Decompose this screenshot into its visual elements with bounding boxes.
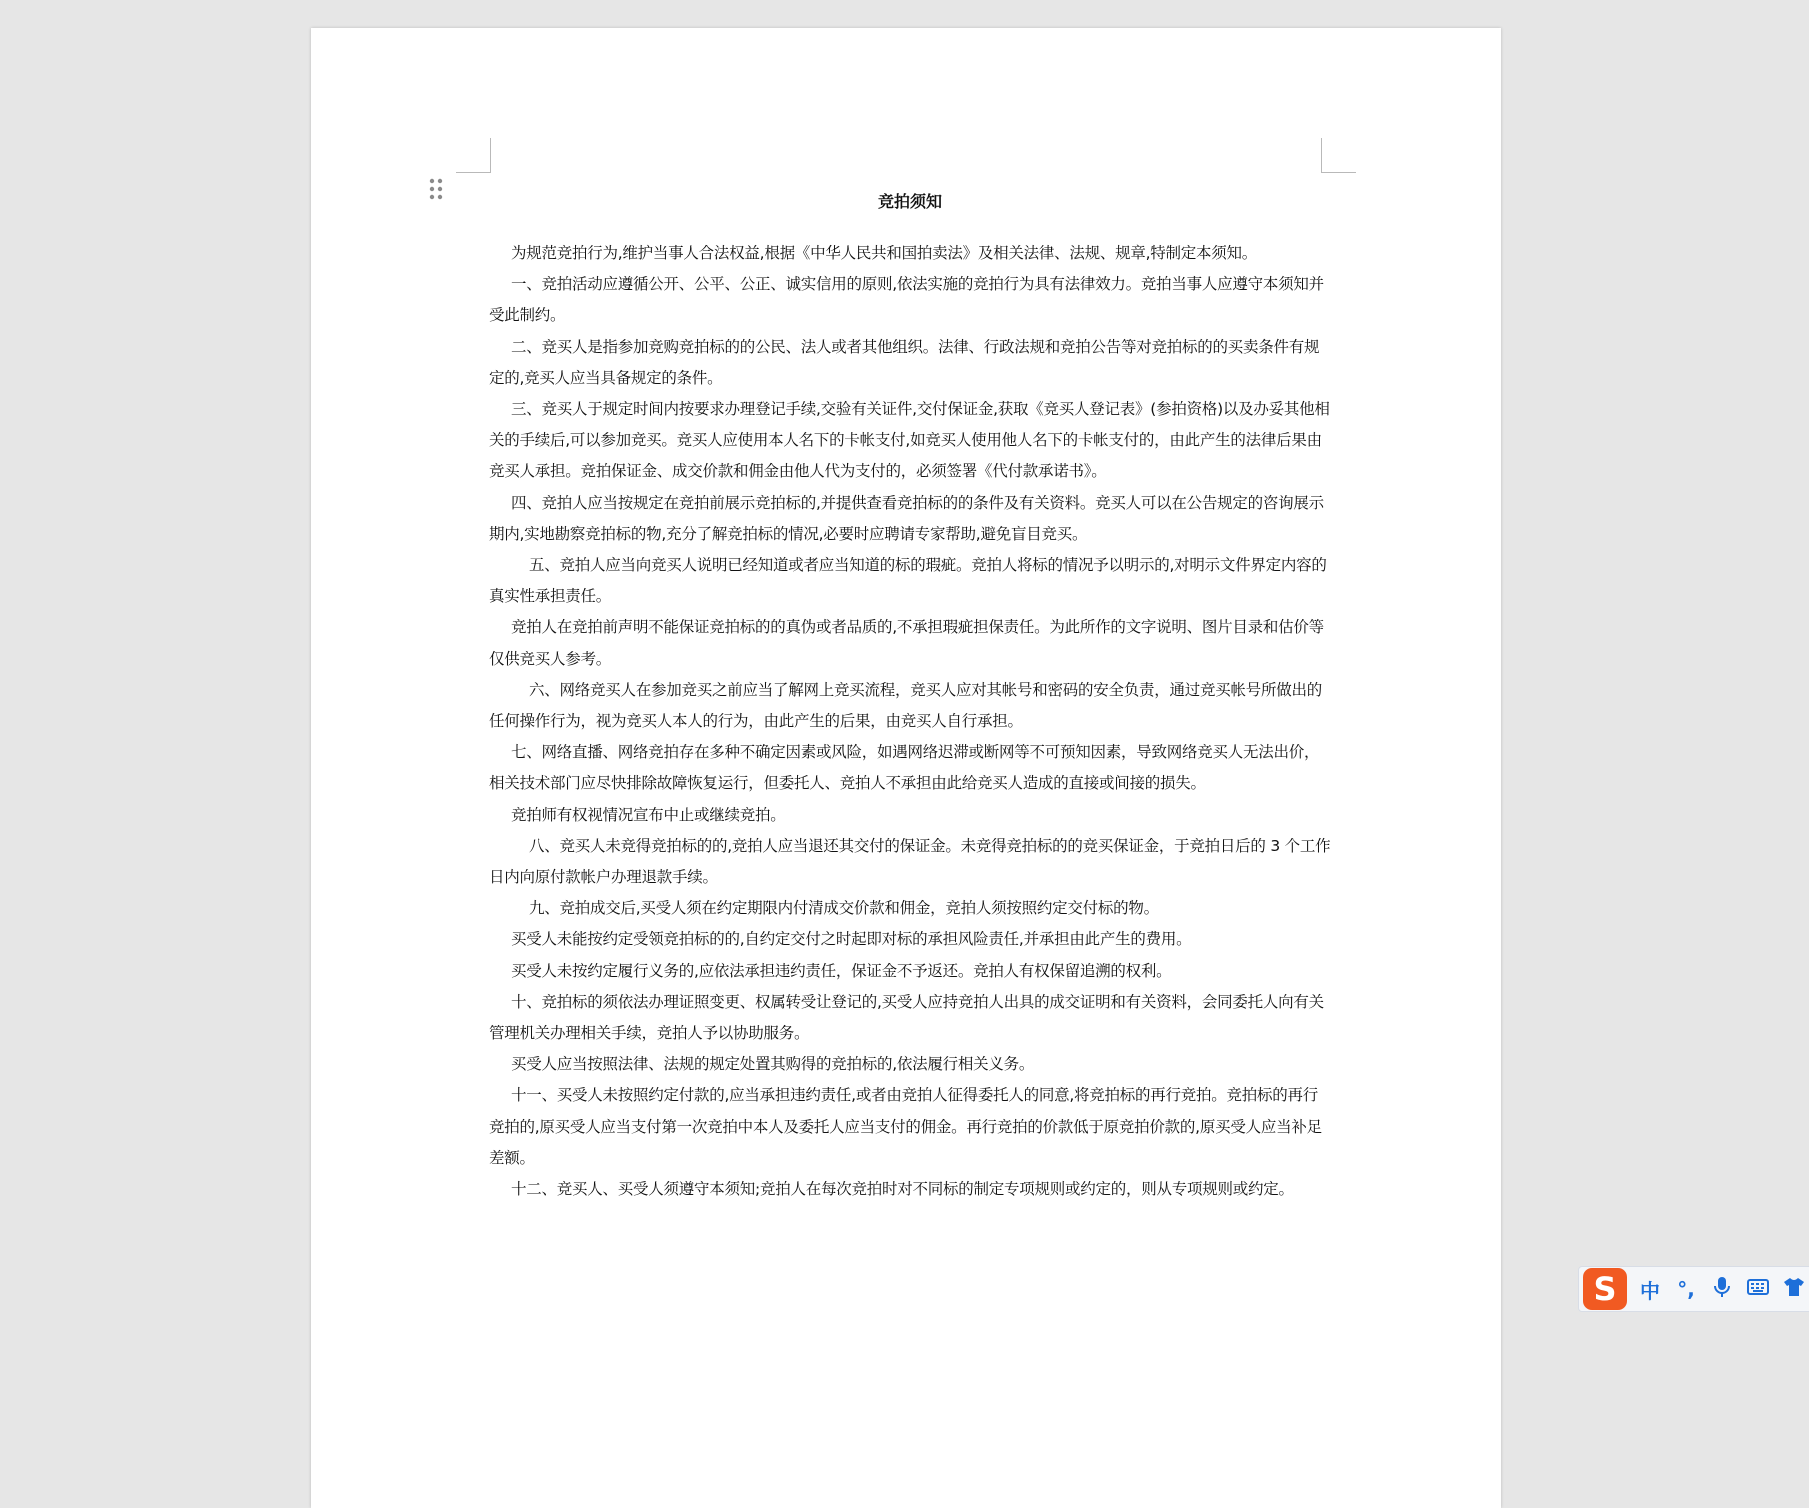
paragraph: 二、竞买人是指参加竞购竞拍标的的公民、法人或者其他组织。法律、行政法规和竞拍公告等对竞拍标的的买卖条件有规定的,竞买人应当具备规定的条件。: [489, 337, 1320, 387]
paragraph: 买受人未能按约定受领竞拍标的的,自约定交付之时起即对标的承担风险责任,并承担由此产生的费用。: [511, 930, 1192, 949]
document-content[interactable]: [489, 188, 1331, 1205]
paragraph: 九、竞拍成交后,买受人须在约定期限内付清成交价款和佣金，竞拍人须按照约定交付标的物。: [529, 899, 1159, 918]
paragraph: 七、网络直播、网络竞拍存在多种不确定因素或风险，如遇网络迟滞或断网等不可预知因素，导致网络竞买人无法出价，相关技术部门应尽快排除故障恢复运行，但委托人、竞拍人不承担由此给竞买人造成的直接或间接的损失。: [489, 743, 1320, 793]
paragraph: 六、网络竞买人在参加竞买之前应当了解网上竞买流程，竞买人应对其帐号和密码的安全负责，通过竞买帐号所做出的任何操作行为，视为竞买人本人的行为，由此产生的后果，由竞买人自行承担。: [489, 680, 1323, 731]
paragraph: 买受人应当按照法律、法规的规定处置其购得的竞拍标的,依法履行相关义务。: [511, 1055, 1035, 1074]
paragraph: 竞拍师有权视情况宣布中止或继续竞拍。: [511, 805, 786, 824]
ime-punctuation-toggle[interactable]: °,: [1677, 1277, 1695, 1301]
sogou-logo-icon[interactable]: S: [1583, 1268, 1627, 1310]
document-page: [311, 28, 1501, 1508]
paragraph: 十一、买受人未按照约定付款的,应当承担违约责任,或者由竞拍人征得委托人的同意,将竞拍标的再行竞拍。竞拍标的再行竞拍的,原买受人应当支付第一次竞拍中本人及委托人应当支付的佣金。再行竞拍的价款低于原竞拍价款的,原买受人应当补足差额。: [489, 1086, 1322, 1167]
paragraph: 四、竞拍人应当按规定在竞拍前展示竞拍标的,并提供查看竞拍标的的条件及有关资料。竞买人可以在公告规定的咨询展示期内,实地勘察竞拍标的物,充分了解竞拍标的情况,必要时应聘请专家帮助,避免盲目竞买。: [489, 493, 1324, 543]
ime-toolbar[interactable]: [1578, 1266, 1809, 1312]
paragraph: 三、竞买人于规定时间内按要求办理登记手续,交验有关证件,交付保证金,获取《竞买人登记表》(参拍资格)以及办妥其他相关的手续后,可以参加竞买。竞买人应使用本人名下的卡帐支付,如竞买人使用他人名下的卡帐支付的，由此产生的法律后果由竞买人承担。竞拍保证金、成交价款和佣金由他人代为支付的，必须签署《代付款承诺书》。: [489, 400, 1330, 481]
paragraph: 一、竞拍活动应遵循公开、公平、公正、诚实信用的原则,依法实施的竞拍行为具有法律效力。竞拍当事人应遵守本须知并受此制约。: [489, 275, 1324, 325]
drag-handle-icon[interactable]: [428, 177, 444, 201]
page-margin-corner-top-left: [456, 138, 491, 173]
paragraph: 十二、竞买人、买受人须遵守本须知;竞拍人在每次竞拍时对不同标的制定专项规则或约定的，则从专项规则或约定。: [511, 1180, 1294, 1199]
paragraph: 五、竞拍人应当向竞买人说明已经知道或者应当知道的标的瑕疵。竞拍人将标的情况予以明示的,对明示文件界定内容的真实性承担责任。: [489, 556, 1327, 606]
mic-icon[interactable]: [1709, 1276, 1735, 1303]
page-margin-corner-top-right: [1321, 138, 1356, 173]
document-title: 竞拍须知: [877, 192, 942, 211]
ime-mode-toggle[interactable]: 中: [1640, 1278, 1660, 1303]
paragraph-list: [489, 238, 1331, 1205]
paragraph: 买受人未按约定履行义务的,应依法承担违约责任，保证金不予返还。竞拍人有权保留追溯的权利。: [511, 961, 1172, 980]
paragraph: 八、竞买人未竞得竞拍标的的,竞拍人应当退还其交付的保证金。未竞得竞拍标的的竞买保证金，于竞拍日后的 3 个工作日内向原付款帐户办理退款手续。: [489, 836, 1331, 887]
skin-shirt-icon[interactable]: [1781, 1277, 1807, 1302]
paragraph: 竞拍人在竞拍前声明不能保证竞拍标的的真伪或者品质的,不承担瑕疵担保责任。为此所作的文字说明、图片目录和估价等仅供竞买人参考。: [489, 618, 1324, 668]
paragraph: 为规范竞拍行为,维护当事人合法权益,根据《中华人民共和国拍卖法》及相关法律、法规、规章,特制定本须知。: [511, 244, 1258, 262]
keyboard-icon[interactable]: [1745, 1277, 1771, 1301]
paragraph: 十、竞拍标的须依法办理证照变更、权属转受让登记的,买受人应持竞拍人出具的成交证明和有关资料，会同委托人向有关管理机关办理相关手续，竞拍人予以协助服务。: [489, 992, 1324, 1043]
